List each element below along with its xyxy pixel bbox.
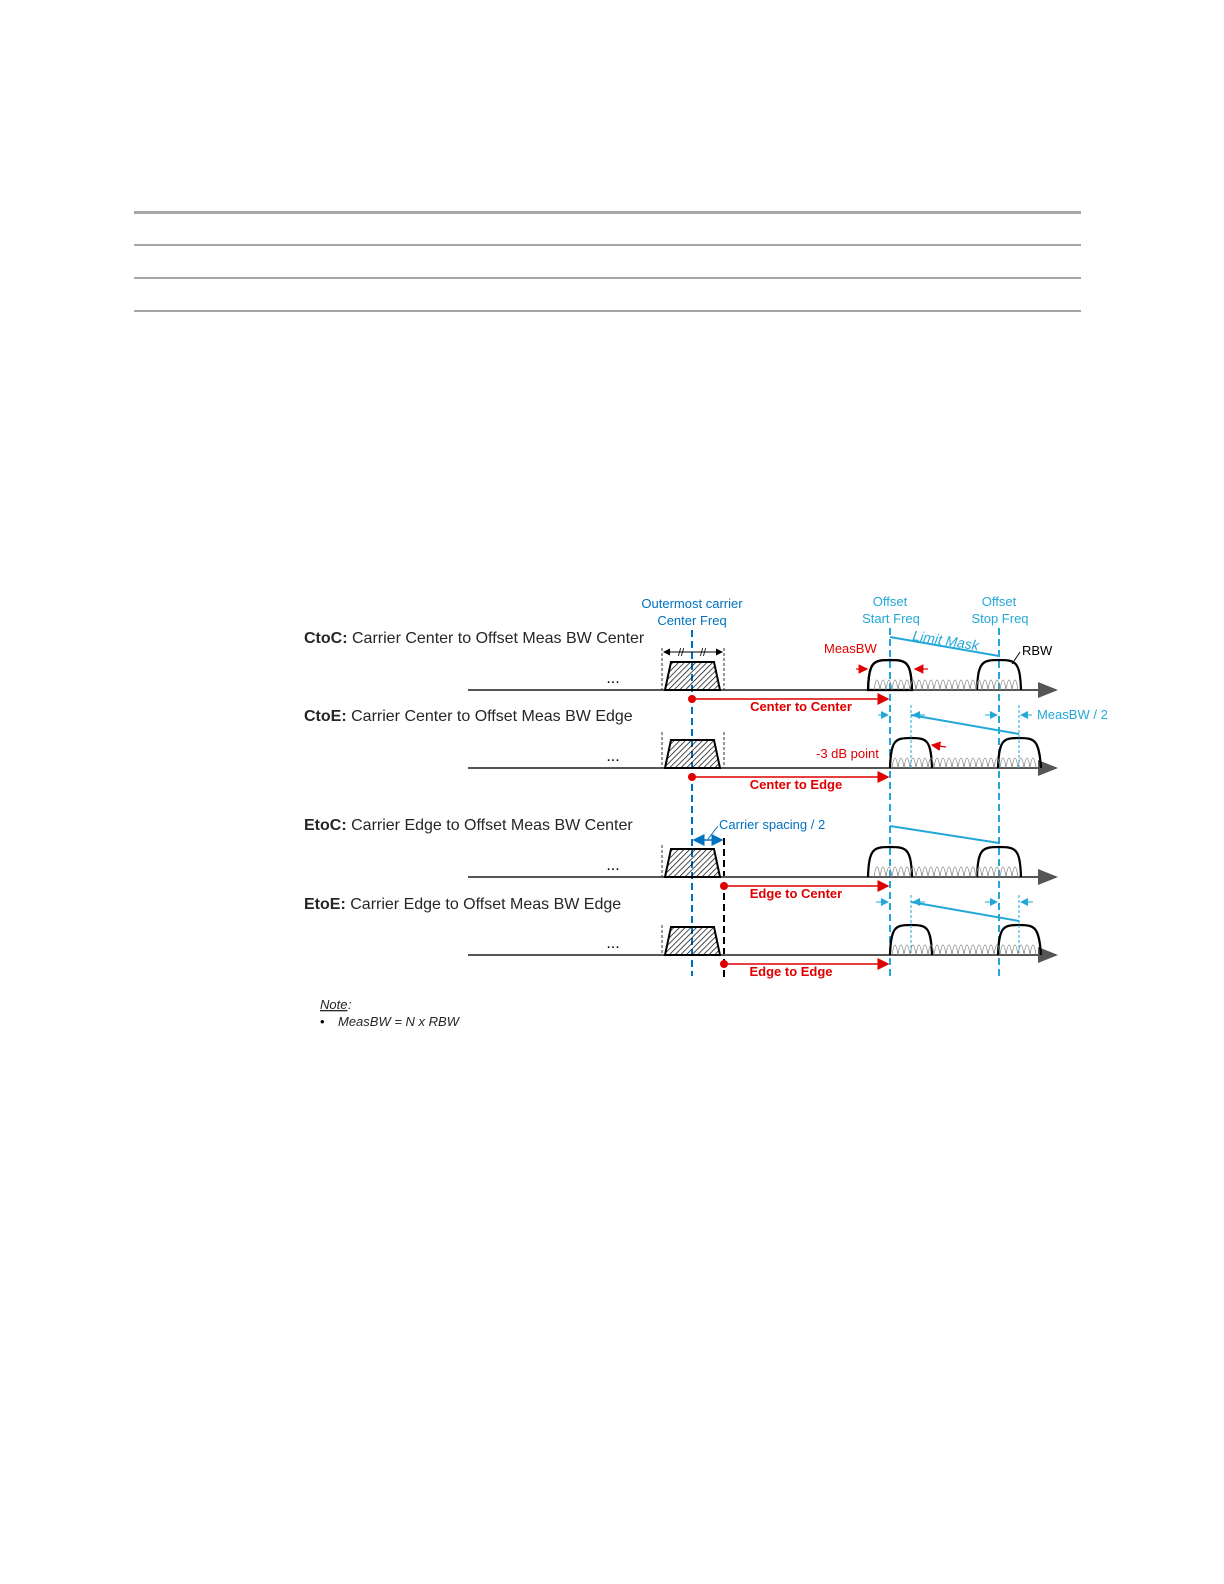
offset-start-label-1: Offset (872, 594, 908, 609)
carrier-label-1: Outermost carrier (641, 596, 743, 611)
note-bullet: • (320, 1014, 325, 1029)
etoe-arrow-label: Edge to Edge (749, 964, 833, 979)
measbw-label: MeasBW (824, 641, 877, 656)
etoc-arrow-label: Edge to Center (749, 886, 843, 901)
etoc-carrier-shape (665, 849, 720, 877)
svg-text://: // (678, 647, 685, 659)
etoc-heading: EtoC: Carrier Edge to Offset Meas BW Center (304, 817, 633, 834)
limit-mask-label: Limit Mask (911, 627, 981, 654)
carrier-label-2: Center Freq (657, 613, 727, 628)
ctoc-ellipsis: ... (606, 670, 620, 687)
ctoe-heading: CtoE: Carrier Center to Offset Meas BW Edge (304, 708, 633, 725)
ctoe-ellipsis: ... (606, 748, 620, 765)
ctoc-carrier-shape (665, 662, 720, 690)
svg-text::: : (348, 997, 352, 1012)
ctoc-arrow-label: Center to Center (750, 699, 852, 714)
three-db-label: -3 dB point (816, 746, 879, 761)
ctoc-heading: CtoC: Carrier Center to Offset Meas BW Center (304, 630, 645, 647)
ctoe-arrow-label: Center to Edge (749, 777, 843, 792)
etoe-ellipsis: ... (606, 935, 620, 952)
offset-stop-label-1: Offset (981, 594, 1017, 609)
offset-stop-label-2: Stop Freq (971, 611, 1029, 626)
rbw-label: RBW (1022, 643, 1053, 658)
carrier-spacing-label: Carrier spacing / 2 (719, 817, 826, 832)
measbw-half-label: MeasBW / 2 (1037, 707, 1108, 722)
offset-start-label-2: Start Freq (862, 611, 920, 626)
note-text: MeasBW = N x RBW (338, 1014, 459, 1029)
etoe-carrier-shape (665, 927, 720, 955)
note-title: Note (320, 997, 348, 1012)
ctoe-carrier-shape (665, 740, 720, 768)
svg-text://: // (700, 647, 707, 659)
etoc-ellipsis: ... (606, 857, 620, 874)
etoe-heading: EtoE: Carrier Edge to Offset Meas BW Edge (304, 896, 622, 913)
